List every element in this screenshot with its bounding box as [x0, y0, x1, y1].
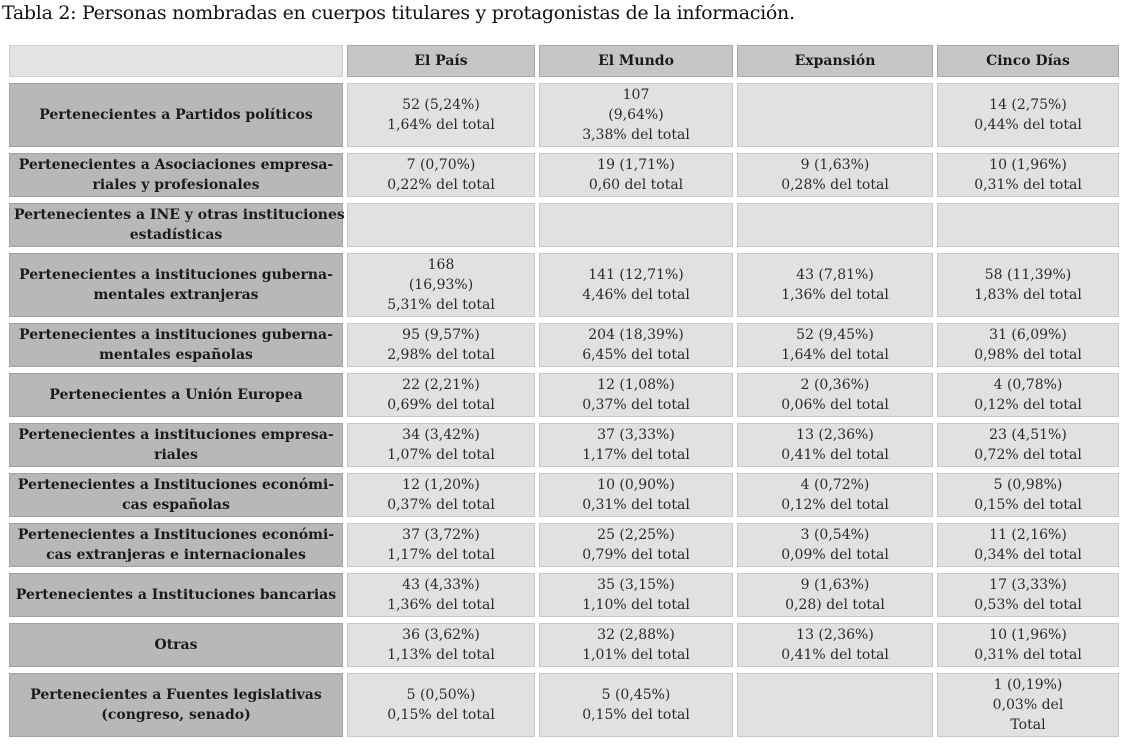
- table-row: [9, 373, 1119, 417]
- cell-line: 0,41% del total: [781, 647, 889, 663]
- row-header: [9, 373, 343, 417]
- table-cell: [539, 673, 733, 737]
- column-header: Expansión: [737, 45, 933, 77]
- cell-line: 0,28) del total: [785, 597, 885, 613]
- table-cell: [539, 83, 733, 147]
- table-cell: [937, 203, 1119, 247]
- cell-line: 5,31% del total: [387, 297, 495, 313]
- cell-line: (9,64%): [608, 107, 664, 123]
- row-header-line: (congreso, senado): [101, 707, 251, 723]
- cell-line: 0,34% del total: [974, 547, 1082, 563]
- row-header: [9, 423, 343, 467]
- row-header: [9, 83, 343, 147]
- cell-line: 0,09% del total: [781, 547, 889, 563]
- cell-line: 1,83% del total: [974, 287, 1082, 303]
- cell-line: 4,46% del total: [582, 287, 690, 303]
- cell-line: 0,98% del total: [974, 347, 1082, 363]
- table-cell: [347, 323, 535, 367]
- column-header: El Mundo: [539, 45, 733, 77]
- table-row: [9, 523, 1119, 567]
- table-cell: [737, 673, 933, 737]
- row-header-line: riales: [154, 447, 198, 463]
- table-cell: [539, 573, 733, 617]
- cell-line: 1,64% del total: [781, 347, 889, 363]
- row-header-line: Pertenecientes a instituciones empresa-: [18, 427, 334, 443]
- row-header-line: Pertenecientes a Instituciones económi-: [17, 527, 335, 543]
- row-header-line: Otras: [154, 637, 198, 653]
- table-cell: [937, 373, 1119, 417]
- cell-line: 0,31% del total: [974, 177, 1082, 193]
- table-cell: [737, 573, 933, 617]
- cell-line: 12 (1,08%): [597, 377, 675, 393]
- cell-line: 43 (7,81%): [796, 267, 874, 283]
- cell-line: 0,72% del total: [974, 447, 1082, 463]
- cell-line: 1,36% del total: [387, 597, 495, 613]
- cell-line: 0,03% del: [992, 697, 1064, 713]
- cell-line: 0,22% del total: [387, 177, 495, 193]
- table-cell: [937, 423, 1119, 467]
- table-cell: [937, 573, 1119, 617]
- table-cell: [347, 423, 535, 467]
- cell-line: 37 (3,33%): [597, 427, 675, 443]
- row-header: [9, 153, 343, 197]
- table-row: [9, 83, 1119, 147]
- table-cell: [737, 623, 933, 667]
- row-header-line: Pertenecientes a Asociaciones empresa-: [18, 157, 334, 173]
- row-header-line: Pertenecientes a Unión Europea: [49, 387, 303, 403]
- cell-line: Total: [1010, 717, 1046, 733]
- cell-line: 12 (1,20%): [402, 477, 480, 493]
- table-cell: [937, 673, 1119, 737]
- table-cell: [347, 253, 535, 317]
- cell-line: 52 (9,45%): [796, 327, 874, 343]
- cell-line: 0,37% del total: [582, 397, 690, 413]
- row-header-line: mentales extranjeras: [93, 287, 259, 303]
- cell-line: 0,15% del total: [582, 707, 690, 723]
- cell-line: 17 (3,33%): [989, 577, 1067, 593]
- cell-line: 2 (0,36%): [800, 377, 870, 393]
- cell-line: 4 (0,72%): [800, 477, 870, 493]
- cell-line: 19 (1,71%): [597, 157, 675, 173]
- table-row: [9, 323, 1119, 367]
- cell-line: 7 (0,70%): [406, 157, 476, 173]
- table-cell: [347, 153, 535, 197]
- table-row: [9, 473, 1119, 517]
- cell-line: 0,31% del total: [974, 647, 1082, 663]
- table-cell: [737, 473, 933, 517]
- cell-line: 35 (3,15%): [597, 577, 675, 593]
- row-header-line: Pertenecientes a instituciones guberna-: [19, 267, 333, 283]
- table-cell: [347, 573, 535, 617]
- cell-line: 25 (2,25%): [597, 527, 675, 543]
- table-row: [9, 623, 1119, 667]
- cell-line: 107: [622, 87, 650, 103]
- row-header-line: riales y profesionales: [92, 177, 260, 193]
- corner-cell: [9, 45, 343, 77]
- row-header: [9, 203, 343, 247]
- cell-line: 11 (2,16%): [989, 527, 1067, 543]
- cell-line: 13 (2,36%): [796, 427, 874, 443]
- cell-line: 5 (0,45%): [601, 687, 671, 703]
- cell-line: 1,17% del total: [582, 447, 690, 463]
- header-row: [9, 45, 1119, 77]
- cell-line: 10 (1,96%): [989, 627, 1067, 643]
- cell-line: 31 (6,09%): [989, 327, 1067, 343]
- table-cell: [539, 523, 733, 567]
- column-header: El País: [347, 45, 535, 77]
- table-cell: [539, 373, 733, 417]
- cell-line: 9 (1,63%): [800, 157, 870, 173]
- cell-line: 168: [427, 257, 455, 273]
- cell-line: 1,13% del total: [387, 647, 495, 663]
- table-cell: [347, 473, 535, 517]
- cell-line: 34 (3,42%): [402, 427, 480, 443]
- row-header-line: Pertenecientes a Partidos políticos: [39, 107, 313, 123]
- cell-line: 1,01% del total: [582, 647, 690, 663]
- cell-line: 0,79% del total: [582, 547, 690, 563]
- cell-line: 0,53% del total: [974, 597, 1082, 613]
- table-cell: [347, 523, 535, 567]
- table-cell: [539, 323, 733, 367]
- table-cell: [539, 253, 733, 317]
- cell-line: 10 (1,96%): [989, 157, 1067, 173]
- cell-line: 0,44% del total: [974, 117, 1082, 133]
- cell-line: 10 (0,90%): [597, 477, 675, 493]
- row-header: [9, 523, 343, 567]
- table-row: [9, 573, 1119, 617]
- table-cell: [937, 323, 1119, 367]
- cell-line: 1,64% del total: [387, 117, 495, 133]
- table-row: [9, 253, 1119, 317]
- cell-line: 95 (9,57%): [402, 327, 480, 343]
- table-cell: [347, 203, 535, 247]
- table-row: [9, 153, 1119, 197]
- row-header-line: Pertenecientes a Instituciones bancarias: [15, 587, 337, 603]
- cell-line: 0,15% del total: [974, 497, 1082, 513]
- cell-line: 13 (2,36%): [796, 627, 874, 643]
- row-header: [9, 473, 343, 517]
- column-header: Cinco Días: [937, 45, 1119, 77]
- cell-line: 1,10% del total: [582, 597, 690, 613]
- table-cell: [737, 203, 933, 247]
- cell-line: 1,17% del total: [387, 547, 495, 563]
- cell-line: 9 (1,63%): [800, 577, 870, 593]
- cell-line: 14 (2,75%): [989, 97, 1067, 113]
- table-cell: [347, 373, 535, 417]
- table-cell: [737, 323, 933, 367]
- cell-line: 23 (4,51%): [989, 427, 1067, 443]
- table-caption: Tabla 2: Personas nombradas en cuerpos titulares y protagonistas de la información.: [2, 2, 795, 24]
- row-header: [9, 323, 343, 367]
- cell-line: 2,98% del total: [387, 347, 495, 363]
- table-cell: [539, 423, 733, 467]
- cell-line: 36 (3,62%): [402, 627, 480, 643]
- table-cell: [937, 623, 1119, 667]
- cell-line: 0,28% del total: [781, 177, 889, 193]
- cell-line: 3 (0,54%): [800, 527, 870, 543]
- cell-line: 0,12% del total: [974, 397, 1082, 413]
- row-header: [9, 253, 343, 317]
- cell-line: 5 (0,98%): [993, 477, 1063, 493]
- cell-line: 204 (18,39%): [588, 327, 684, 343]
- cell-line: (16,93%): [408, 277, 474, 293]
- data-table: [5, 39, 1123, 743]
- table-cell: [937, 473, 1119, 517]
- table-cell: [737, 423, 933, 467]
- cell-line: 0,69% del total: [387, 397, 495, 413]
- cell-line: 1 (0,19%): [993, 677, 1063, 693]
- cell-line: 5 (0,50%): [406, 687, 476, 703]
- table-cell: [937, 153, 1119, 197]
- table-cell: [539, 203, 733, 247]
- cell-line: 58 (11,39%): [984, 267, 1072, 283]
- row-header-line: cas españolas: [122, 497, 230, 513]
- table-cell: [937, 83, 1119, 147]
- row-header: [9, 573, 343, 617]
- table-row: [9, 423, 1119, 467]
- table-cell: [539, 473, 733, 517]
- cell-line: 0,06% del total: [781, 397, 889, 413]
- table-cell: [737, 523, 933, 567]
- row-header-line: estadísticas: [129, 227, 223, 243]
- cell-line: 4 (0,78%): [993, 377, 1063, 393]
- table-cell: [737, 153, 933, 197]
- cell-line: 6,45% del total: [582, 347, 690, 363]
- table-cell: [937, 253, 1119, 317]
- table-row: [9, 203, 1119, 247]
- row-header-line: Pertenecientes a Instituciones económi-: [17, 477, 335, 493]
- row-header-line: Pertenecientes a INE y otras instituciones: [14, 207, 345, 223]
- cell-line: 1,07% del total: [387, 447, 495, 463]
- table-cell: [347, 83, 535, 147]
- cell-line: 3,38% del total: [582, 127, 690, 143]
- cell-line: 43 (4,33%): [402, 577, 480, 593]
- table-cell: [737, 373, 933, 417]
- row-header: [9, 673, 343, 737]
- cell-line: 52 (5,24%): [402, 97, 480, 113]
- cell-line: 0,15% del total: [387, 707, 495, 723]
- table-cell: [737, 83, 933, 147]
- table-cell: [539, 623, 733, 667]
- row-header-line: Pertenecientes a Fuentes legislativas: [30, 687, 322, 703]
- cell-line: 1,36% del total: [781, 287, 889, 303]
- table-cell: [937, 523, 1119, 567]
- cell-line: 0,41% del total: [781, 447, 889, 463]
- cell-line: 0,31% del total: [582, 497, 690, 513]
- table-cell: [539, 153, 733, 197]
- cell-line: 37 (3,72%): [402, 527, 480, 543]
- table-cell: [347, 623, 535, 667]
- table-row: [9, 673, 1119, 737]
- table-cell: [737, 253, 933, 317]
- cell-line: 32 (2,88%): [597, 627, 675, 643]
- row-header-line: Pertenecientes a instituciones guberna-: [19, 327, 333, 343]
- table-cell: [347, 673, 535, 737]
- cell-line: 22 (2,21%): [402, 377, 480, 393]
- cell-line: 0,60 del total: [588, 177, 684, 193]
- row-header-line: mentales españolas: [99, 347, 253, 363]
- cell-line: 0,12% del total: [781, 497, 889, 513]
- row-header: [9, 623, 343, 667]
- cell-line: 0,37% del total: [387, 497, 495, 513]
- row-header-line: cas extranjeras e internacionales: [46, 547, 306, 563]
- cell-line: 141 (12,71%): [588, 267, 684, 283]
